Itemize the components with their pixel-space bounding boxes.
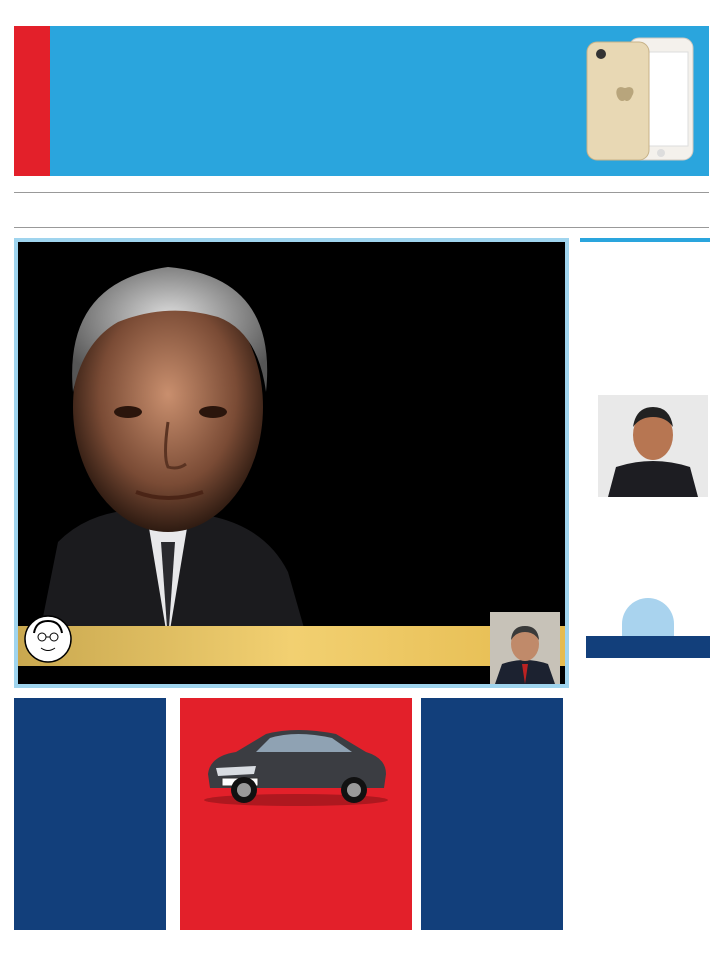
minister-photo bbox=[490, 612, 560, 684]
market-ticker bbox=[14, 192, 709, 228]
commentary-band[interactable] bbox=[18, 626, 565, 666]
right-story-2[interactable] bbox=[580, 326, 708, 330]
dankner-photo bbox=[598, 395, 708, 497]
right-story-1[interactable] bbox=[580, 248, 708, 252]
columnist-caricature bbox=[24, 615, 72, 663]
masthead-teaser[interactable] bbox=[290, 48, 580, 56]
stats-title bbox=[586, 636, 710, 658]
newspaper-ribbon bbox=[14, 26, 50, 176]
iphone-image bbox=[585, 36, 697, 164]
box-ports-strike[interactable] bbox=[14, 698, 166, 930]
section-logo bbox=[52, 28, 277, 174]
portrait-photo bbox=[18, 242, 318, 642]
right-story-3[interactable] bbox=[580, 504, 708, 508]
car-image bbox=[196, 712, 396, 808]
photo-credits bbox=[2, 720, 12, 950]
box-neot-kedumim[interactable] bbox=[421, 698, 563, 930]
